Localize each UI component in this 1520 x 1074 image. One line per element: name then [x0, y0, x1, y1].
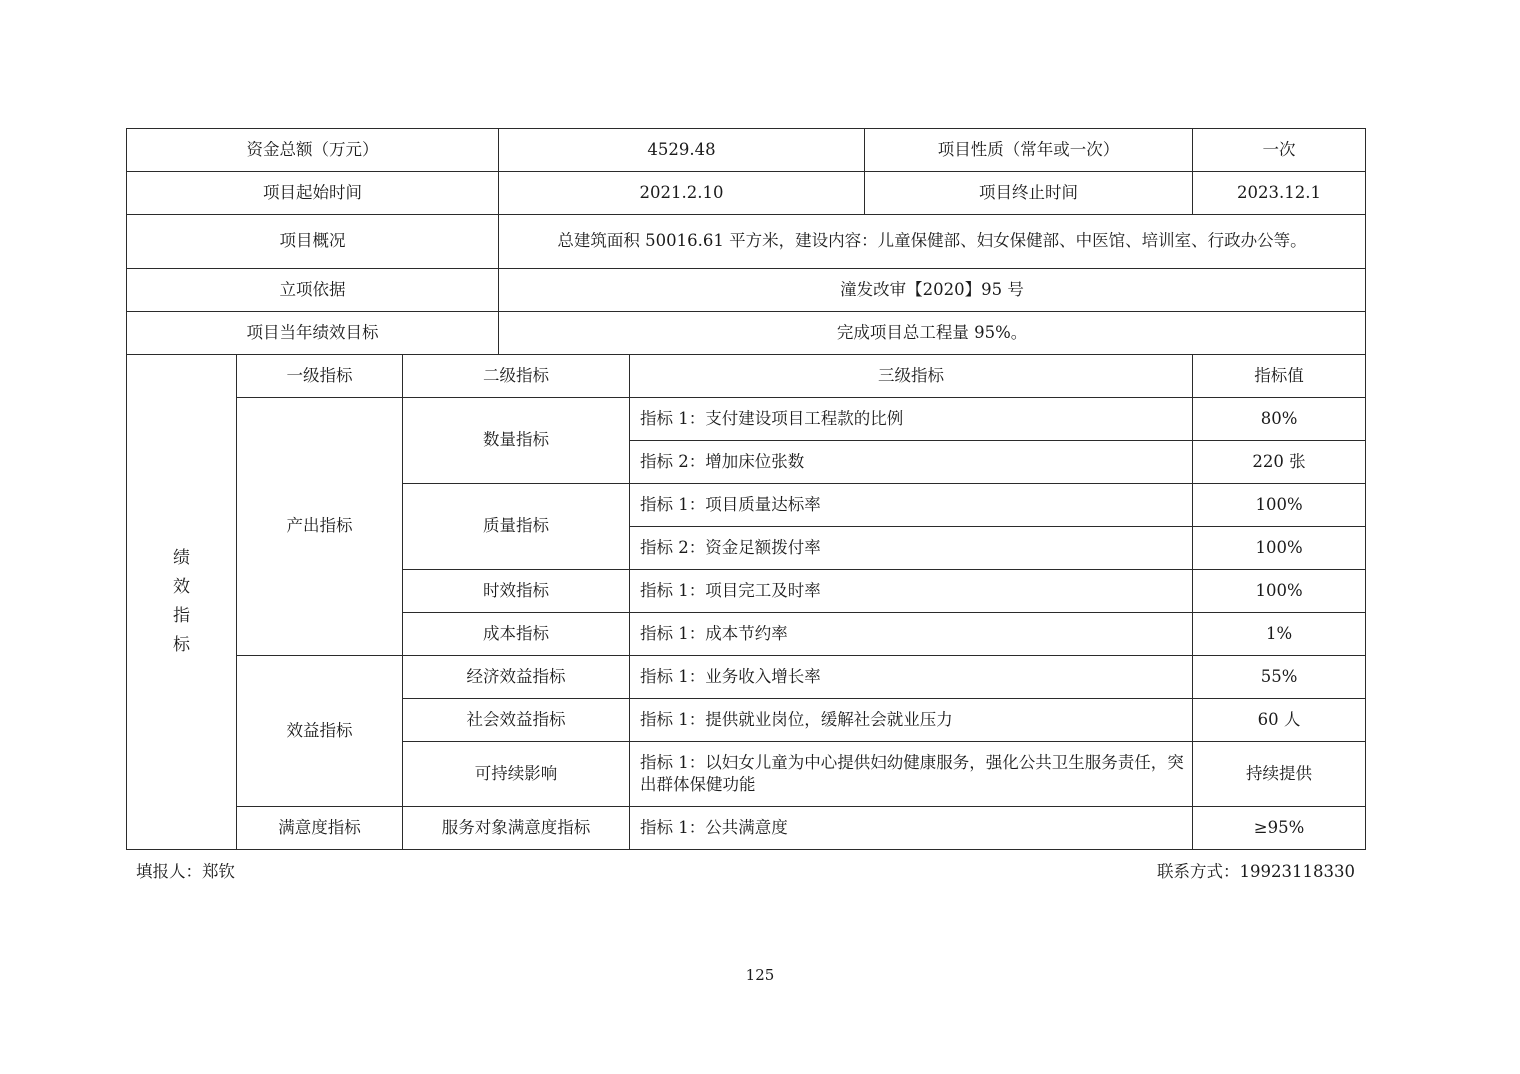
row-basis	[127, 269, 1366, 312]
level3-cell: 指标 1：公共满意度	[630, 807, 1193, 850]
column-level1: 一级指标	[237, 355, 403, 398]
value-cell: 100%	[1193, 527, 1366, 570]
start-value: 2021.2.10	[499, 172, 865, 215]
indicator-header-row	[127, 355, 1366, 398]
goal-value: 完成项目总工程量 95%。	[499, 312, 1366, 355]
value-cell: 55%	[1193, 656, 1366, 699]
row-total-funds	[127, 129, 1366, 172]
section-label-cell	[127, 355, 237, 850]
level3-cell: 指标 1：项目完工及时率	[630, 570, 1193, 613]
overview-label: 项目概况	[127, 215, 499, 269]
quantity-indicator-label: 数量指标	[403, 398, 630, 484]
value-cell: 100%	[1193, 570, 1366, 613]
value-cell: 60 人	[1193, 699, 1366, 742]
goal-label: 项目当年绩效目标	[127, 312, 499, 355]
nature-label: 项目性质（常年或一次）	[865, 129, 1193, 172]
satisfaction-indicator-label: 满意度指标	[237, 807, 403, 850]
performance-table	[126, 128, 1366, 850]
level3-cell: 指标 1：提供就业岗位，缓解社会就业压力	[630, 699, 1193, 742]
basis-label: 立项依据	[127, 269, 499, 312]
value-cell: 1%	[1193, 613, 1366, 656]
value-cell: 100%	[1193, 484, 1366, 527]
value-cell: 80%	[1193, 398, 1366, 441]
total-funds-value: 4529.48	[499, 129, 865, 172]
page-number: 125	[745, 966, 775, 984]
timeliness-indicator-label: 时效指标	[403, 570, 630, 613]
level3-cell: 指标 1：支付建设项目工程款的比例	[630, 398, 1193, 441]
cost-indicator-label: 成本指标	[403, 613, 630, 656]
social-benefit-label: 社会效益指标	[403, 699, 630, 742]
level3-cell: 指标 1：业务收入增长率	[630, 656, 1193, 699]
column-value: 指标值	[1193, 355, 1366, 398]
form-footer	[126, 858, 1365, 884]
level3-cell: 指标 1：成本节约率	[630, 613, 1193, 656]
output-indicator-label: 产出指标	[237, 398, 403, 656]
reporter-text: 填报人：郑钦	[136, 862, 235, 881]
total-funds-label: 资金总额（万元）	[127, 129, 499, 172]
level3-cell: 指标 1：以妇女儿童为中心提供妇幼健康服务，强化公共卫生服务责任，突出群体保健功能	[630, 742, 1193, 807]
section-label: 绩效指标	[173, 548, 190, 655]
value-cell: 220 张	[1193, 441, 1366, 484]
end-value: 2023.12.1	[1193, 172, 1366, 215]
economic-benefit-label: 经济效益指标	[403, 656, 630, 699]
level3-cell: 指标 2：资金足额拨付率	[630, 527, 1193, 570]
end-label: 项目终止时间	[865, 172, 1193, 215]
value-cell: ≥95%	[1193, 807, 1366, 850]
row-goal	[127, 312, 1366, 355]
performance-form	[126, 128, 1365, 850]
table-row	[127, 807, 1366, 850]
nature-value: 一次	[1193, 129, 1366, 172]
level3-cell: 指标 1：项目质量达标率	[630, 484, 1193, 527]
overview-value: 总建筑面积 50016.61 平方米，建设内容：儿童保健部、妇女保健部、中医馆、培训室、行政办公等。	[499, 215, 1366, 269]
start-label: 项目起始时间	[127, 172, 499, 215]
level3-cell: 指标 2：增加床位张数	[630, 441, 1193, 484]
column-level3: 三级指标	[630, 355, 1193, 398]
sustainability-label: 可持续影响	[403, 742, 630, 807]
basis-value: 潼发改审【2020】95 号	[499, 269, 1366, 312]
quality-indicator-label: 质量指标	[403, 484, 630, 570]
value-cell: 持续提供	[1193, 742, 1366, 807]
row-overview	[127, 215, 1366, 269]
service-satisfaction-label: 服务对象满意度指标	[403, 807, 630, 850]
benefit-indicator-label: 效益指标	[237, 656, 403, 807]
table-row	[127, 656, 1366, 699]
row-period	[127, 172, 1366, 215]
table-row	[127, 398, 1366, 441]
contact-text: 联系方式：19923118330	[1157, 862, 1355, 881]
column-level2: 二级指标	[403, 355, 630, 398]
